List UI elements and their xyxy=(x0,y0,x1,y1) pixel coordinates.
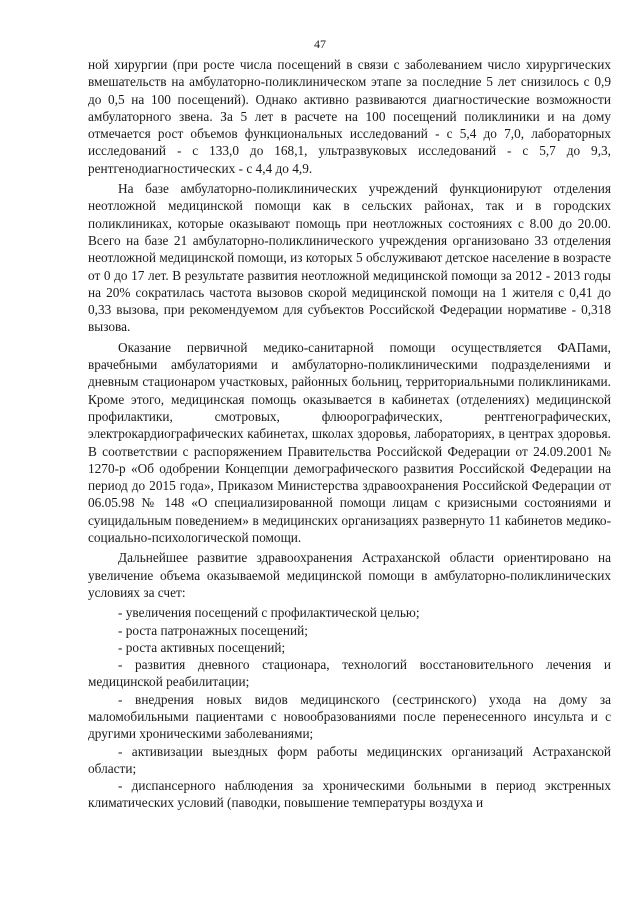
list-item: - роста патронажных посещений; xyxy=(118,622,308,638)
list-item: - активизации выездных форм работы медицинских организаций Астраханской области; xyxy=(88,743,611,776)
list-item: - роста активных посещений; xyxy=(118,639,286,655)
list-item: - увеличения посещений с профилактической целью; xyxy=(118,605,420,621)
list-item: - диспансерного наблюдения за хроническими больными в период экстренных климатических условий (паводки, повышение температуры воздуха и xyxy=(88,778,611,811)
paragraph-primary-care: Оказание первичной медико-санитарной помощи осуществляется ФАПами, врачебными амбулаториями и амбулаторно-поликлиническими подразделениями и дневным стационаром участковых, районных больниц, территориальными поликлиниками. Кроме этого, медицинская помощь оказывается в кабинетах (отделениях) медицинской профилактики, смотровых, флюорографических, рентгенографических, электрокардиографических кабинетах, школах здоровья, лабораториях, в центрах здоровья. В соответствии с распоряжением Правительства Российской Федерации от 24.09.2001 № 1270-р «Об одобрении Концепции демографического развития Российской Федерации на период до 2015 года», Приказом Министерства здравоохранения Российской Федерации от 06.05.98 № 148 «О специализированной помощи лицам с кризисными состояниями и суицидальным поведением» в медицинских организациях развернуто 11 кабинетов медико-социально-психологической помощи. xyxy=(88,339,611,546)
development-measures-list xyxy=(88,604,611,812)
list-item: - развития дневного стационара, технологий восстановительного лечения и медицинской реабилитации; xyxy=(88,657,611,690)
page-number: 47 xyxy=(314,37,326,51)
document-body xyxy=(88,56,611,812)
paragraph-emergency-care: На базе амбулаторно-поликлинических учреждений функционируют отделения неотложной медицинской помощи как в сельских районах, так и в городских поликлиниках, которые оказывают помощь при неотложных состояниях с 8.00 до 20.00. Всего на базе 21 амбулаторно-поликлинического учреждения организовано 33 отделения неотложной медицинской помощи, из которых 5 обслуживают детское население в возрасте от 0 до 17 лет. В результате развития неотложной медицинской помощи за 2012 - 2013 годы на 20% сократилась частота вызовов скорой медицинской помощи на 1 жителя с 0,41 до 0,33 вызова, при рекомендуемом для субъектов Российской Федерации нормативе - 0,318 вызова. xyxy=(88,181,611,335)
list-item: - внедрения новых видов медицинского (сестринского) ухода на дому за маломобильными пациентами с новообразованиями после перенесенного инсульта и с другими хроническими заболеваниями; xyxy=(88,691,611,742)
paragraph-continuation: ной хирургии (при росте числа посещений в связи с заболеванием число хирургических вмешательств на амбулаторно-поликлиническом этапе за последние 5 лет снизилось с 0,9 до 0,5 на 100 посещений). Однако активно развиваются диагностические возможности амбулаторного звена. За 5 лет в расчете на 100 посещений поликлиники и на дому отмечается рост объемов функциональных исследований - с 5,4 до 7,0, лабораторных исследований - с 133,0 до 168,1, ультразвуковых исследований - с 5,7 до 9,3, рентгенодиагностических - с 4,4 до 4,9. xyxy=(88,57,611,176)
paragraph-development: Дальнейшее развитие здравоохранения Астраханской области ориентировано на увеличение объема оказываемой медицинской помощи в амбулаторно-поликлинических условиях за счет: xyxy=(88,550,611,600)
